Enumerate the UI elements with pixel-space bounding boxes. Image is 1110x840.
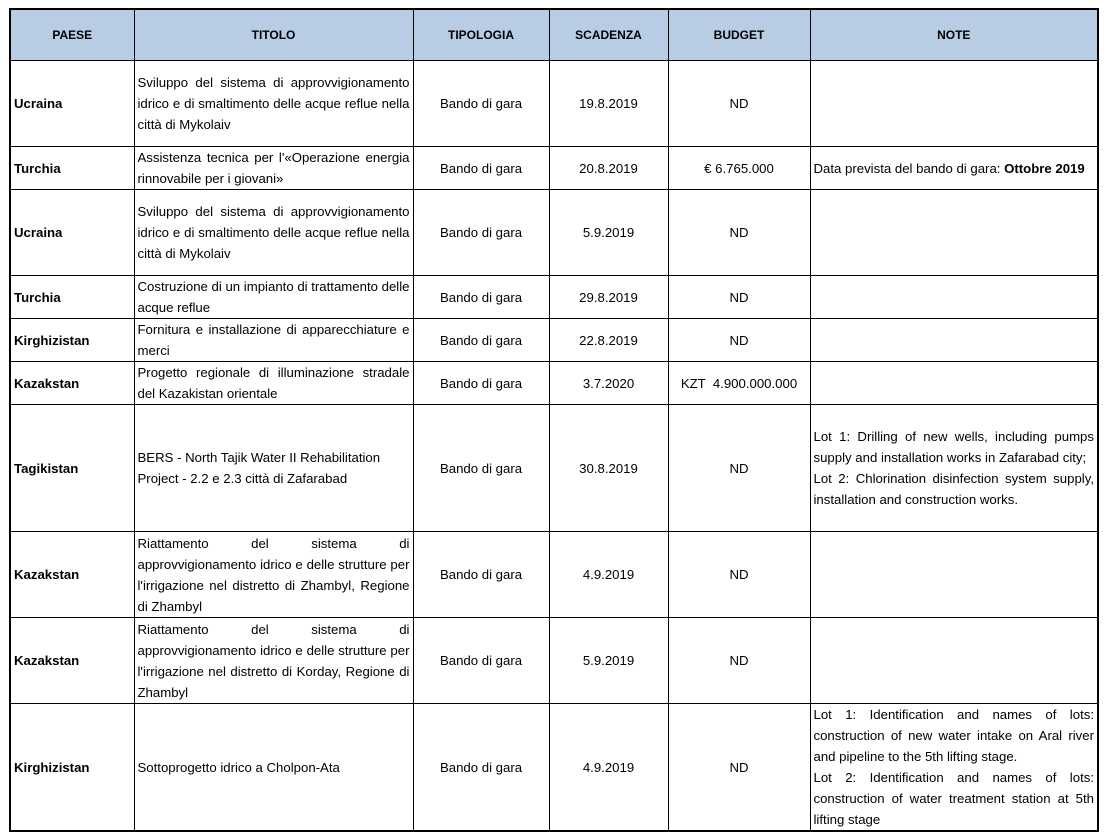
cell-paese: Ucraina — [10, 61, 134, 147]
cell-budget: € 6.765.000 — [668, 147, 810, 190]
cell-budget: ND — [668, 704, 810, 832]
cell-titolo: BERS - North Tajik Water II Rehabilitation Project - 2.2 e 2.3 città di Zafarabad — [134, 405, 413, 532]
cell-note — [810, 276, 1098, 319]
note-lot-1: Lot 1: Drilling of new wells, including pumps supply and installation works in Zafarabad city; — [813, 429, 1094, 465]
cell-titolo: Riattamento del sistema di approvvigionamento idrico e delle strutture per l'irrigazione nel distretto di Zhambyl, Regione di Zhambyl — [134, 532, 413, 618]
note-text: Data prevista del bando di gara: — [813, 160, 1005, 176]
cell-titolo: Costruzione di un impianto di trattamento delle acque reflue — [134, 276, 413, 319]
cell-titolo: Assistenza tecnica per l'«Operazione energia rinnovabile per i giovani» — [134, 147, 413, 190]
cell-tipologia: Bando di gara — [413, 147, 549, 190]
table-row — [10, 190, 1098, 276]
cell-note — [810, 704, 1098, 832]
cell-scadenza: 5.9.2019 — [549, 190, 668, 276]
cell-paese: Kazakstan — [10, 532, 134, 618]
cell-budget: ND — [668, 319, 810, 362]
header-paese: PAESE — [10, 9, 134, 61]
table-row — [10, 319, 1098, 362]
cell-tipologia: Bando di gara — [413, 532, 549, 618]
cell-paese: Turchia — [10, 276, 134, 319]
note-lot-1: Lot 1: Identification and names of lots: construction of new water intake on Aral river and pipeline to the 5th lifting stage. — [813, 707, 1094, 764]
header-scadenza: SCADENZA — [549, 9, 668, 61]
cell-tipologia: Bando di gara — [413, 276, 549, 319]
cell-budget: ND — [668, 618, 810, 704]
tender-table — [9, 8, 1099, 832]
table-row — [10, 147, 1098, 190]
cell-tipologia: Bando di gara — [413, 362, 549, 405]
cell-scadenza: 5.9.2019 — [549, 618, 668, 704]
note-bold-date: Ottobre 2019 — [1004, 160, 1085, 176]
cell-scadenza: 4.9.2019 — [549, 704, 668, 832]
table-row — [10, 61, 1098, 147]
cell-tipologia: Bando di gara — [413, 704, 549, 832]
cell-tipologia: Bando di gara — [413, 405, 549, 532]
table-row — [10, 704, 1098, 832]
table-row — [10, 362, 1098, 405]
cell-titolo: Fornitura e installazione di apparecchiature e merci — [134, 319, 413, 362]
cell-scadenza: 3.7.2020 — [549, 362, 668, 405]
header-tipologia: TIPOLOGIA — [413, 9, 549, 61]
cell-scadenza: 29.8.2019 — [549, 276, 668, 319]
cell-titolo: Sviluppo del sistema di approvvigionamento idrico e di smaltimento delle acque reflue nella città di Mykolaiv — [134, 190, 413, 276]
cell-scadenza: 20.8.2019 — [549, 147, 668, 190]
cell-paese: Tagikistan — [10, 405, 134, 532]
cell-scadenza: 19.8.2019 — [549, 61, 668, 147]
cell-tipologia: Bando di gara — [413, 319, 549, 362]
table-row — [10, 276, 1098, 319]
cell-tipologia: Bando di gara — [413, 61, 549, 147]
cell-paese: Kazakstan — [10, 618, 134, 704]
cell-tipologia: Bando di gara — [413, 190, 549, 276]
header-row — [10, 9, 1098, 61]
cell-note — [810, 618, 1098, 704]
cell-budget: ND — [668, 61, 810, 147]
cell-paese: Turchia — [10, 147, 134, 190]
cell-titolo: Progetto regionale di illuminazione stradale del Kazakistan orientale — [134, 362, 413, 405]
table-row — [10, 618, 1098, 704]
cell-budget: ND — [668, 405, 810, 532]
cell-paese: Kazakstan — [10, 362, 134, 405]
cell-note — [810, 190, 1098, 276]
cell-note — [810, 362, 1098, 405]
note-lot-2: Lot 2: Chlorination disinfection system supply, installation and construction works. — [813, 471, 1094, 507]
cell-budget: ND — [668, 276, 810, 319]
header-note: NOTE — [810, 9, 1098, 61]
cell-tipologia: Bando di gara — [413, 618, 549, 704]
table-row — [10, 405, 1098, 532]
cell-scadenza: 22.8.2019 — [549, 319, 668, 362]
note-lot-2: Lot 2: Identification and names of lots: construction of water treatment station at 5th lifting stage — [813, 770, 1094, 827]
cell-titolo: Riattamento del sistema di approvvigionamento idrico e delle strutture per l'irrigazione nel distretto di Korday, Regione di Zhambyl — [134, 618, 413, 704]
cell-note — [810, 319, 1098, 362]
cell-note — [810, 61, 1098, 147]
cell-budget: ND — [668, 532, 810, 618]
cell-scadenza: 4.9.2019 — [549, 532, 668, 618]
cell-budget: KZT 4.900.000.000 — [668, 362, 810, 405]
cell-budget: ND — [668, 190, 810, 276]
table-row — [10, 532, 1098, 618]
cell-paese: Kirghizistan — [10, 319, 134, 362]
header-budget: BUDGET — [668, 9, 810, 61]
cell-titolo: Sottoprogetto idrico a Cholpon-Ata — [134, 704, 413, 832]
cell-scadenza: 30.8.2019 — [549, 405, 668, 532]
cell-note — [810, 532, 1098, 618]
cell-note — [810, 405, 1098, 532]
cell-paese: Kirghizistan — [10, 704, 134, 832]
header-titolo: TITOLO — [134, 9, 413, 61]
cell-note — [810, 147, 1098, 190]
cell-titolo: Sviluppo del sistema di approvvigionamento idrico e di smaltimento delle acque reflue nella città di Mykolaiv — [134, 61, 413, 147]
cell-paese: Ucraina — [10, 190, 134, 276]
